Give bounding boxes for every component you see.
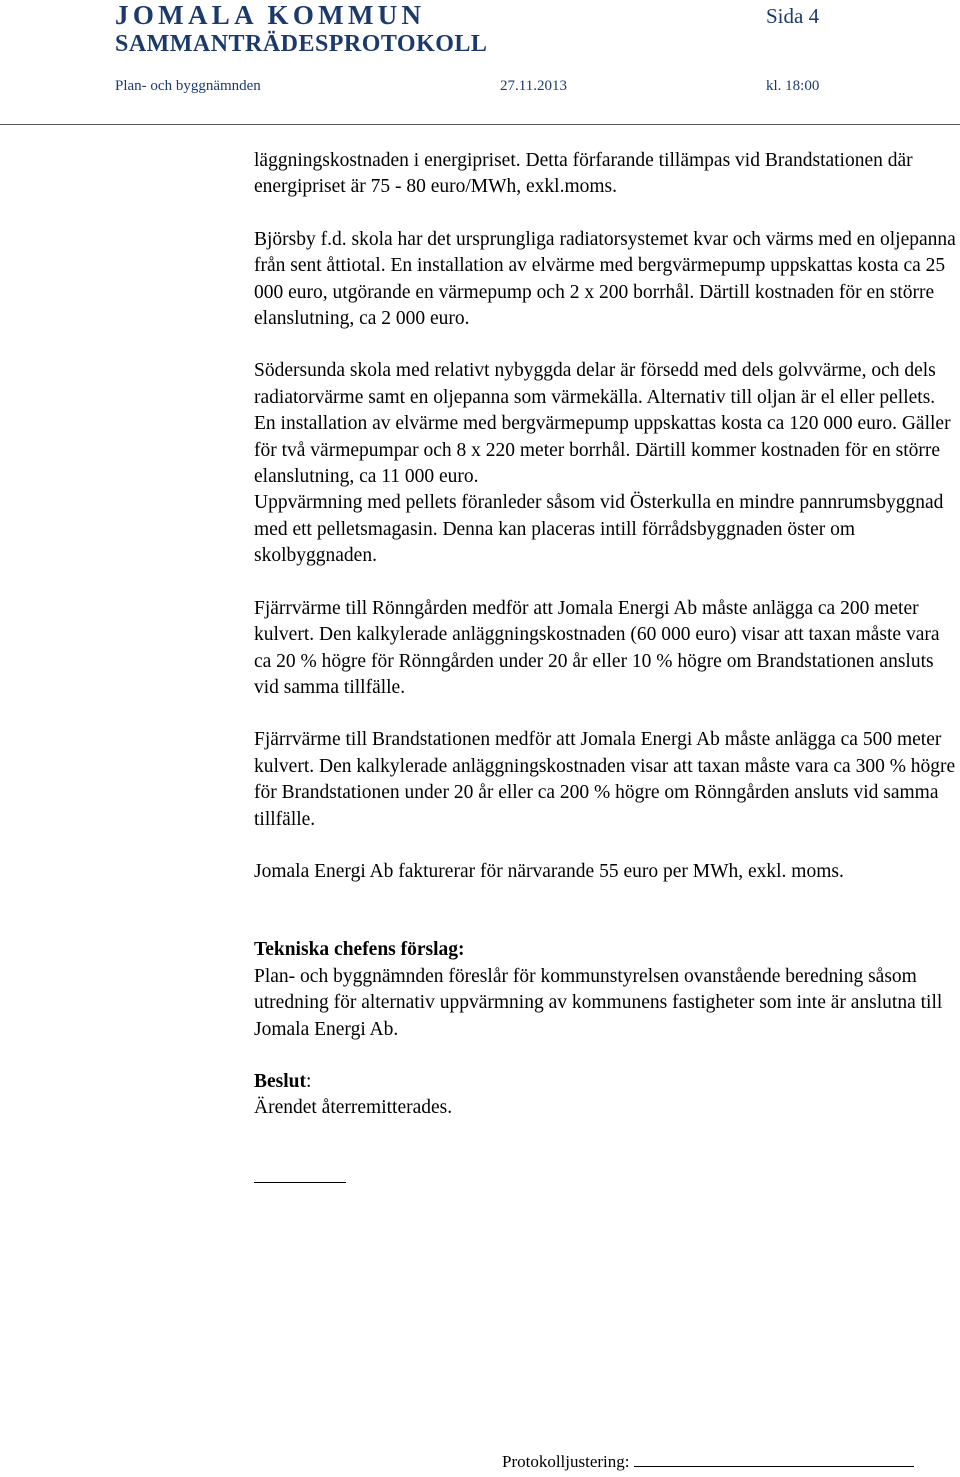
decision-heading-line — [254, 1069, 957, 1095]
paragraph-brandstationen: Fjärrvärme till Brandstationen medför att Jomala Energi Ab måste anlägga ca 500 meter kulvert. Den kalkylerade anläggningskostnaden visar att taxan måste vara ca 300 % högre för Brandstationen under 20 år eller ca 200 % högre om Rönngården ansluts vid samma tillfälle. — [254, 729, 956, 830]
page-header — [0, 0, 960, 128]
signature-line — [634, 1466, 914, 1467]
header-divider — [0, 124, 960, 125]
document-title: SAMMANTRÄDESPROTOKOLL — [115, 31, 488, 57]
document-body — [254, 148, 957, 1122]
organization-name: JOMALA KOMMUN — [115, 0, 426, 30]
closing-rule — [254, 1182, 346, 1183]
committee-name: Plan- och byggnämnden — [115, 78, 261, 94]
decision-colon: : — [306, 1070, 312, 1092]
proposal-text: Plan- och byggnämnden föreslår för kommunstyrelsen ovanstående beredning såsom utredning för alternativ uppvärmning av kommunens fastigheter som inte är anslutna till Jomala Energi Ab. — [254, 965, 943, 1040]
paragraph-sodersunda: Södersunda skola med relativt nybyggda delar är försedd med dels golvvärme, och dels radiatorvärme samt en oljepanna som värmekälla. Alternativ till oljan är el eller pellets. En installation av elvärme med bergvärmepump uppskattas kosta ca 120 000 euro. Gäller för två värmepumpar och 8 x 220 meter borrhål. Därtill kommer kostnaden för en större elanslutning, ca 11 000 euro. — [254, 360, 951, 488]
paragraph-bjorsby: Björsby f.d. skola har det ursprungliga radiatorsystemet kvar och värms med en oljepanna från sent åttiotal. En installation av elvärme med bergvärmepump uppskattas kosta ca 25 000 euro, utgörande en värmepump och 2 x 200 borrhål. Därtill kostnaden för en större elanslutning, ca 2 000 euro. — [254, 228, 956, 330]
paragraph-invoicing: Jomala Energi Ab fakturerar för närvarande 55 euro per MWh, exkl. moms. — [254, 860, 844, 882]
meeting-date: 27.11.2013 — [500, 78, 567, 94]
meeting-time: kl. 18:00 — [766, 78, 820, 94]
paragraph-ronngarden: Fjärrvärme till Rönngården medför att Jomala Energi Ab måste anlägga ca 200 meter kulvert. Den kalkylerade anläggningskostnaden (60 000 euro) visar att taxan måste vara ca 20 % högre för Rönngården under 20 år eller 10 % högre om Brandstationen ansluts vid samma tillfälle. — [254, 597, 940, 698]
page-footer — [502, 1452, 914, 1472]
decision-text: Ärendet återremitterades. — [254, 1097, 453, 1119]
protocol-check-label: Protokolljustering: — [502, 1452, 630, 1471]
paragraph-pellets: Uppvärmning med pellets föranleder såsom vid Österkulla en mindre pannrumsbyggnad med ett pelletsmagasin. Denna kan placeras intill förrådsbyggnaden öster om skolbyggnaden. — [254, 492, 944, 567]
decision-heading: Beslut — [254, 1070, 307, 1092]
paragraph-energy-price: läggningskostnaden i energipriset. Detta förfarande tillämpas vid Brandstationen där energipriset är 75 - 80 euro/MWh, exkl.moms. — [254, 150, 913, 198]
proposal-heading: Tekniska chefens förslag: — [254, 939, 465, 961]
page-number: Sida 4 — [766, 4, 820, 28]
